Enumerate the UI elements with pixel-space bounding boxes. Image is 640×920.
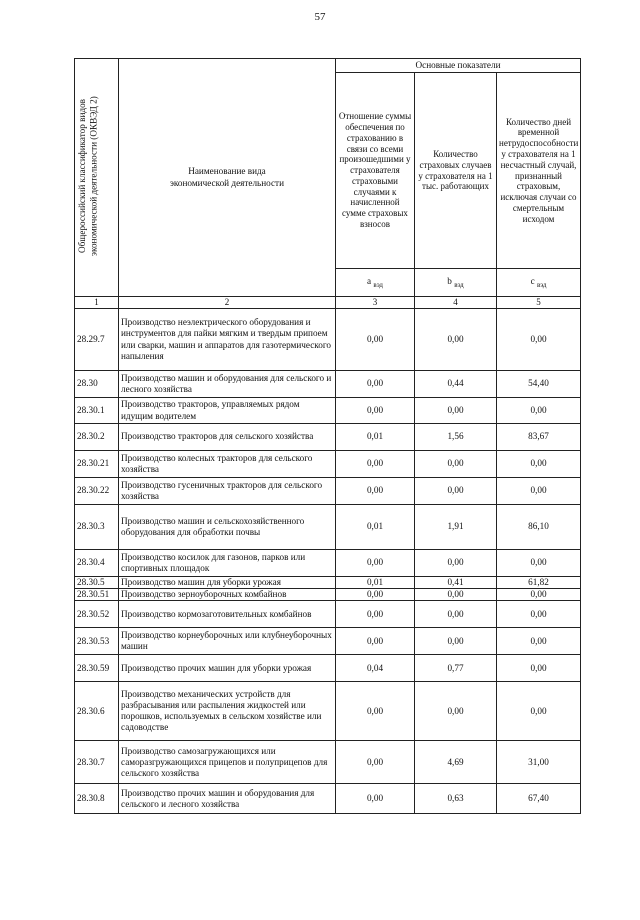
value-b: 0,77 (415, 655, 497, 682)
column-number: 1 (75, 297, 119, 309)
symbol-a-sub: вэд (373, 280, 383, 289)
okved-code: 28.30.7 (75, 741, 119, 784)
value-a: 0,00 (336, 682, 415, 741)
header-okved-text: Общероссийский классификатор видов экономической деятельности (ОКВЭД 2) (76, 96, 98, 256)
value-c: 0,00 (497, 682, 581, 741)
value-c: 54,40 (497, 371, 581, 398)
value-a: 0,00 (336, 784, 415, 814)
header-ratio: Отношение суммы обеспечения по страхованию в связи со всеми произошедшими у страхователя страховыми случаями к начисленной сумме страховых взносов (336, 73, 415, 269)
table-body (75, 309, 581, 814)
value-a: 0,01 (336, 505, 415, 550)
activity-name: Производство самозагружающихся или саморазгружающихся прицепов и полуприцепов для сельского хозяйства (119, 741, 336, 784)
value-b: 4,69 (415, 741, 497, 784)
header-main-indicators: Основные показатели (336, 59, 581, 73)
value-a: 0,00 (336, 550, 415, 577)
value-a: 0,04 (336, 655, 415, 682)
value-b: 0,00 (415, 398, 497, 424)
value-b: 0,00 (415, 682, 497, 741)
table-row (75, 309, 581, 371)
value-c: 67,40 (497, 784, 581, 814)
value-b: 0,00 (415, 601, 497, 628)
activity-name: Производство колесных тракторов для сельского хозяйства (119, 451, 336, 478)
value-c: 0,00 (497, 398, 581, 424)
okved-code: 28.29.7 (75, 309, 119, 371)
value-b: 0,00 (415, 309, 497, 371)
activity-name: Производство зерноуборочных комбайнов (119, 589, 336, 601)
value-c: 0,00 (497, 309, 581, 371)
value-b: 0,00 (415, 451, 497, 478)
value-b: 0,00 (415, 589, 497, 601)
value-a: 0,00 (336, 478, 415, 505)
column-number: 5 (497, 297, 581, 309)
value-a: 0,00 (336, 741, 415, 784)
okved-code: 28.30.53 (75, 628, 119, 655)
activity-name: Производство машин для уборки урожая (119, 577, 336, 589)
value-c: 61,82 (497, 577, 581, 589)
table-row (75, 682, 581, 741)
header-okved (75, 59, 119, 297)
okved-code: 28.30.59 (75, 655, 119, 682)
table-row (75, 784, 581, 814)
value-b: 0,41 (415, 577, 497, 589)
value-a: 0,01 (336, 577, 415, 589)
activity-name: Производство тракторов для сельского хозяйства (119, 424, 336, 451)
symbol-c-main: c (530, 275, 535, 286)
table-row (75, 451, 581, 478)
value-a: 0,00 (336, 589, 415, 601)
table-row (75, 424, 581, 451)
value-a: 0,00 (336, 309, 415, 371)
value-b: 0,63 (415, 784, 497, 814)
okved-code: 28.30.5 (75, 577, 119, 589)
symbol-b-sub: вэд (454, 280, 464, 289)
column-number: 2 (119, 297, 336, 309)
symbol-c-sub: вэд (536, 280, 547, 289)
value-b: 1,56 (415, 424, 497, 451)
table-row (75, 577, 581, 589)
value-a: 0,00 (336, 628, 415, 655)
okved-code: 28.30.3 (75, 505, 119, 550)
table-row (75, 398, 581, 424)
value-b: 0,00 (415, 550, 497, 577)
okved-code: 28.30.8 (75, 784, 119, 814)
activity-name: Производство неэлектрического оборудования и инструментов для пайки мягким и твердым припоем или сварки, машин и аппаратов для газотермического напыления (119, 309, 336, 371)
okved-code: 28.30.6 (75, 682, 119, 741)
symbol-c (497, 269, 581, 297)
value-a: 0,00 (336, 601, 415, 628)
symbol-a (336, 269, 415, 297)
table-row (75, 550, 581, 577)
table-row (75, 741, 581, 784)
activity-name: Производство тракторов, управляемых рядом идущим водителем (119, 398, 336, 424)
value-c: 31,00 (497, 741, 581, 784)
value-c: 0,00 (497, 478, 581, 505)
activity-name: Производство корнеуборочных или клубнеуборочных машин (119, 628, 336, 655)
activity-name: Производство машин и оборудования для сельского и лесного хозяйства (119, 371, 336, 398)
header-cases: Количество страховых случаев у страхователя на 1 тыс. работающих (415, 73, 497, 269)
value-a: 0,00 (336, 371, 415, 398)
header-days: Количество дней временной нетрудоспособности у страхователя на 1 несчастный случай, признанный страховым, исключая случаи со смертельным исходом (497, 73, 581, 269)
value-c: 83,67 (497, 424, 581, 451)
activity-name: Производство прочих машин для уборки урожая (119, 655, 336, 682)
value-a: 0,00 (336, 398, 415, 424)
okved-code: 28.30.22 (75, 478, 119, 505)
value-c: 86,10 (497, 505, 581, 550)
value-c: 0,00 (497, 628, 581, 655)
value-b: 1,91 (415, 505, 497, 550)
okved-code: 28.30.2 (75, 424, 119, 451)
table-row (75, 371, 581, 398)
header-activity-name-text: Наименование вида экономической деятельности (169, 166, 284, 188)
indicators-table (74, 58, 581, 814)
value-b: 0,00 (415, 478, 497, 505)
symbol-b (415, 269, 497, 297)
activity-name: Производство прочих машин и оборудования для сельского и лесного хозяйства (119, 784, 336, 814)
symbol-a-main: a (367, 275, 372, 286)
activity-name: Производство машин и сельскохозяйственного оборудования для обработки почвы (119, 505, 336, 550)
okved-code: 28.30 (75, 371, 119, 398)
column-number: 3 (336, 297, 415, 309)
value-b: 0,00 (415, 628, 497, 655)
okved-code: 28.30.21 (75, 451, 119, 478)
value-c: 0,00 (497, 601, 581, 628)
value-c: 0,00 (497, 451, 581, 478)
header-activity-name (119, 59, 336, 297)
value-a: 0,00 (336, 451, 415, 478)
okved-code: 28.30.1 (75, 398, 119, 424)
value-c: 0,00 (497, 589, 581, 601)
symbol-b-main: b (447, 275, 452, 286)
page-number: 57 (314, 11, 326, 23)
activity-name: Производство кормозаготовительных комбайнов (119, 601, 336, 628)
table-row (75, 589, 581, 601)
table-row (75, 601, 581, 628)
activity-name: Производство гусеничных тракторов для сельского хозяйства (119, 478, 336, 505)
column-number: 4 (415, 297, 497, 309)
okved-code: 28.30.4 (75, 550, 119, 577)
value-c: 0,00 (497, 655, 581, 682)
okved-code: 28.30.52 (75, 601, 119, 628)
value-b: 0,44 (415, 371, 497, 398)
activity-name: Производство косилок для газонов, парков или спортивных площадок (119, 550, 336, 577)
okved-code: 28.30.51 (75, 589, 119, 601)
value-a: 0,01 (336, 424, 415, 451)
activity-name: Производство механических устройств для разбрасывания или распыления жидкостей или порошков, используемых в сельском хозяйстве или садоводстве (119, 682, 336, 741)
table-row (75, 478, 581, 505)
table-row (75, 505, 581, 550)
table-row (75, 628, 581, 655)
value-c: 0,00 (497, 550, 581, 577)
table-row (75, 655, 581, 682)
